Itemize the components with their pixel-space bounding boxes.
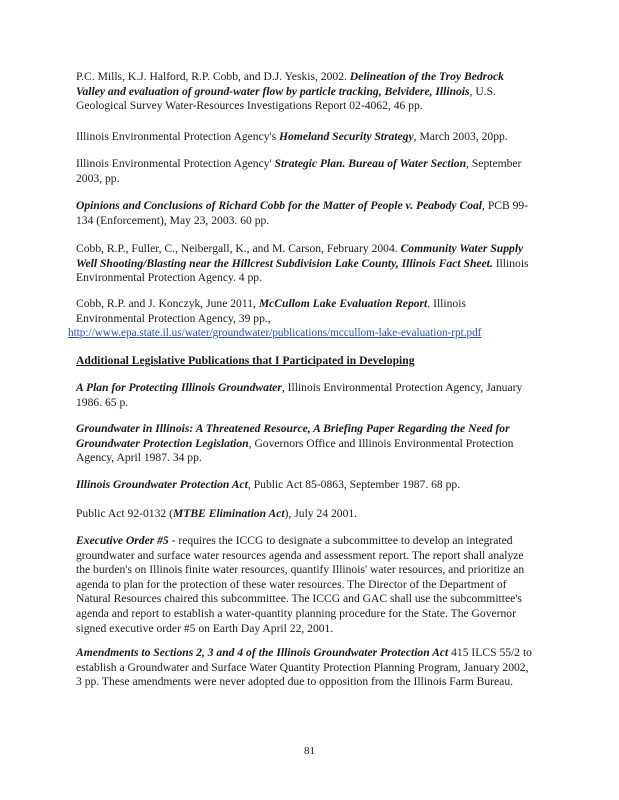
reference-details: , September 2003, pp. [76, 157, 522, 185]
legislative-title: MTBE Elimination Act [172, 507, 285, 520]
reference-title: McCullom Lake Evaluation Report [258, 297, 428, 310]
legislative-entry [76, 534, 534, 636]
reference-authors: P.C. Mills, K.J. Halford, R.P. Cobb, and D.J. Yeskis, 2002. [76, 70, 347, 83]
reference-details: Illinois Environmental Protection Agency. 4 pp. [76, 256, 529, 285]
reference-title: Strategic Plan. Bureau of Water Section [274, 157, 467, 170]
legislative-details: , Illinois Environmental Protection Agency, January 1986. 65 p. [76, 381, 523, 409]
legislative-entry [76, 478, 534, 493]
legislative-title: Amendments to Sections 2, 3 and 4 of the Illinois Groundwater Protection Act [76, 646, 449, 659]
reference-title: Delineation of the Troy Bedrock Valley and evaluation of ground-water flow by particle tracking, Belvidere, Illinois [76, 70, 504, 98]
reference-lead: Illinois Environmental Protection Agency's [76, 130, 277, 143]
section-heading-text: Additional Legislative Publications that I Participated in Developing [76, 354, 415, 367]
report-link[interactable]: http://www.epa.state.il.us/water/groundwater/publications/mccullom-lake-evaluation-rpt.pdf [68, 327, 482, 339]
reference-entry [76, 242, 534, 286]
reference-lead: Cobb, R.P., Fuller, C., Neibergall, K., and M. Carson, February 2004. [76, 242, 398, 255]
legislative-entry [76, 646, 534, 690]
reference-link-line [68, 326, 568, 341]
legislative-title: Illinois Groundwater Protection Act [76, 478, 248, 491]
legislative-entry [76, 381, 534, 410]
legislative-lead: Public Act 92-0132 ( [76, 507, 173, 520]
reference-details: , U.S. Geological Survey Water-Resources Investigations Report 02-4062, 46 pp. [76, 84, 496, 113]
legislative-details: - requires the ICCG to designate a subcommittee to develop an integrated groundwater and surface water resources agenda and assessment report. The report shall analyze the burden's on Illinois finite water resources, quantify Illinois' water resources, and prioritize an agenda to plan for the protection of these water resources. The Director of the Department of Natural Resources chaired this subcommittee. The ICCG and GAC shall use the subcommittee's agenda and report to establish a water-quantity planning procedure for the State. The Governor signed executive order #5 on Earth Day April 22, 2001. [76, 534, 525, 635]
reference-entry [76, 297, 534, 326]
legislative-details: , Governors Office and Illinois Environmental Protection Agency, April 1987. 34 pp. [76, 436, 514, 465]
legislative-details: ), July 24 2001. [284, 507, 358, 520]
reference-entry [76, 70, 534, 114]
reference-lead: Illinois Environmental Protection Agency' [76, 157, 272, 170]
legislative-details: , Public Act 85-0863, September 1987. 68 pp. [247, 478, 461, 491]
reference-title: Homeland Security Strategy [279, 130, 414, 143]
legislative-title: Groundwater in Illinois: A Threatened Resource, A Briefing Paper Regarding the Need for Groundwater Protection Legislation [76, 422, 510, 450]
legislative-title: Executive Order #5 [76, 534, 169, 547]
legislative-title: A Plan for Protecting Illinois Groundwater [76, 381, 282, 394]
reference-details: . Illinois Environmental Protection Agency, 39 pp., [76, 297, 466, 325]
reference-details: , PCB 99-134 (Enforcement), May 23, 2003. 60 pp. [76, 199, 529, 227]
reference-lead: Cobb, R.P. and J. Konczyk, June 2011, [76, 297, 256, 310]
reference-entry [76, 157, 534, 186]
legislative-entry [76, 422, 534, 466]
legislative-details: 415 ILCS 55/2 to establish a Groundwater and Surface Water Quantity Protection Planning Program, January 2002, 3 pp. These amendments were never adopted due to opposition from the Illinois Farm Bureau. [76, 646, 532, 689]
reference-details: , March 2003, 20pp. [413, 130, 508, 143]
reference-title: Community Water Supply Well Shooting/Blasting near the Hillcrest Subdivision Lake County, Illinois Fact Sheet. [76, 242, 524, 270]
legislative-entry [76, 507, 534, 522]
page-number: 81 [304, 745, 315, 757]
reference-entry [76, 130, 534, 145]
reference-entry [76, 199, 534, 228]
section-heading [76, 354, 534, 369]
reference-title: Opinions and Conclusions of Richard Cobb for the Matter of People v. Peabody Coal [76, 199, 483, 212]
